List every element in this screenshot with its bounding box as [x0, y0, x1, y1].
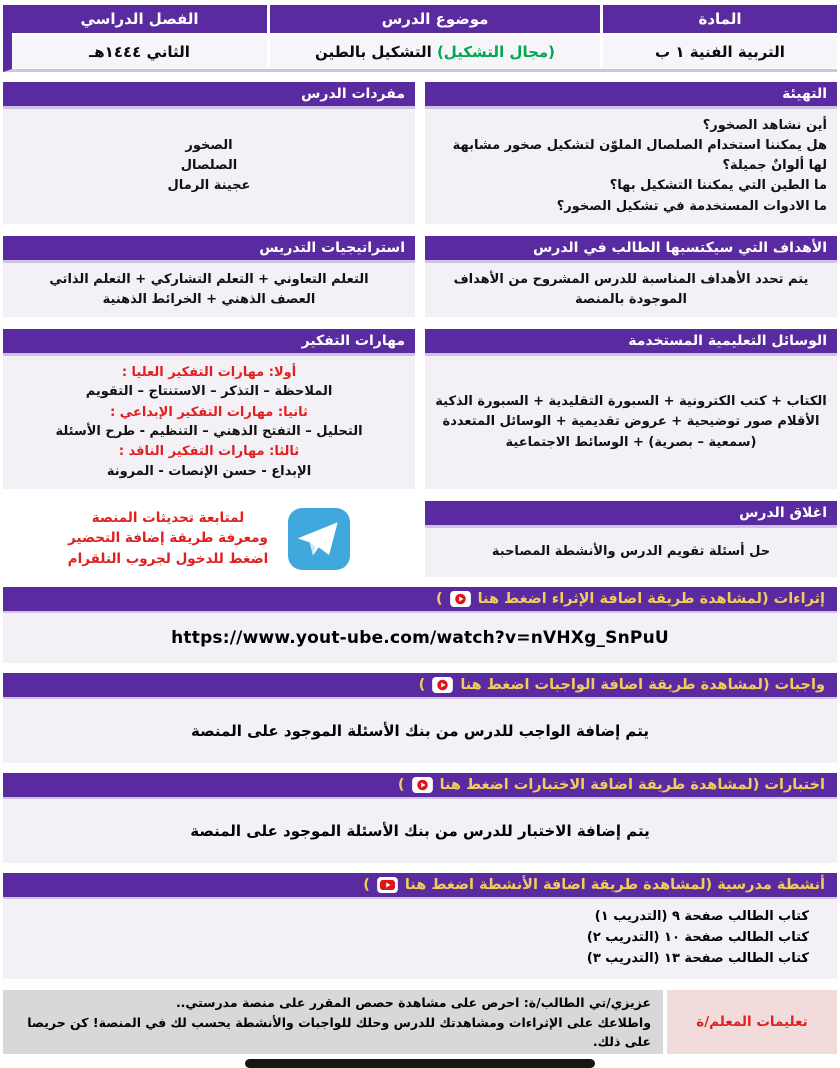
- warmup-question: ما الادوات المستخدمة في تشكيل الصخور؟: [556, 198, 827, 214]
- banner-enrichments-title: إثراءات (لمشاهدة طريقة اضافة الإثراء اضغط هنا: [477, 590, 825, 607]
- section-warmup: [425, 82, 837, 224]
- subject-header: المادة: [603, 5, 837, 33]
- semester-value: الثاني ١٤٤٤هـ: [12, 36, 267, 68]
- banner-homework-body: يتم إضافة الواجب للدرس من بنك الأسئلة الموجود على المنصة: [3, 699, 837, 763]
- section-closing-body: [425, 528, 837, 577]
- strategy-line: التعلم التعاوني + التعلم التشاركي + التعلم الذاتي: [49, 271, 369, 287]
- thinking-skills-line: الإبداع - حسن الإنصات - المرونة: [106, 463, 312, 479]
- youtube-icon: [377, 877, 398, 893]
- section-teaching-aids: [425, 329, 837, 489]
- banner-enrichments-paren: ): [435, 590, 443, 607]
- section-teaching-aids-body: [425, 356, 837, 489]
- thinking-skills-line: الملاحظة – التذكر – الاستنتاج – التقويم: [85, 384, 333, 400]
- semester-header: الفصل الدراسي: [12, 5, 267, 33]
- section-closing: [425, 501, 837, 577]
- banner-homework: [3, 673, 837, 763]
- aids-line: الأقلام صور توضيحية + عروض تقديمية + الوسائل المتعددة: [442, 414, 820, 430]
- banner-activities-header[interactable]: [3, 873, 837, 899]
- telegram-group-block: [3, 501, 415, 577]
- warmup-question: هل يمكننا استخدام الصلصال الملوّن لتشكيل صخور مشابهة لها ألوانٌ جميلة؟: [452, 138, 827, 174]
- sections-grid: [3, 82, 837, 577]
- section-vocabulary-title: مفردات الدرس: [3, 82, 415, 109]
- banner-tests-paren: ): [397, 776, 405, 793]
- telegram-icon: [288, 508, 350, 570]
- banner-tests: [3, 773, 837, 863]
- section-teaching-aids-title: الوسائل التعليمية المستخدمة: [425, 329, 837, 356]
- aids-line: (سمعية – بصرية) + الوسائط الاجتماعية: [505, 434, 757, 450]
- bottom-bar-artifact: [245, 1059, 595, 1068]
- telegram-group-link[interactable]: [3, 501, 415, 577]
- banner-enrichments-header[interactable]: [3, 587, 837, 613]
- activity-item: كتاب الطالب صفحة ٩ (التدريب ١): [594, 908, 809, 924]
- warmup-question: ما الطين التي يمكننا التشكيل بها؟: [609, 178, 827, 194]
- vocabulary-item: الصلصال: [180, 158, 238, 174]
- closing-text: حل أسئلة تقويم الدرس والأنشطة المصاحبة: [491, 544, 771, 560]
- banner-homework-header[interactable]: [3, 673, 837, 699]
- section-objectives-title: الأهداف التي سيكتسبها الطالب في الدرس: [425, 236, 837, 263]
- section-thinking-skills: [3, 329, 415, 489]
- strategy-line: العصف الذهني + الخرائط الذهنية: [102, 291, 316, 307]
- banner-homework-title: واجبات (لمشاهدة طريقة اضافة الواجبات اضغط هنا: [460, 676, 825, 693]
- banner-tests-body: يتم إضافة الاختبار للدرس من بنك الأسئلة الموجود على المنصة: [3, 799, 837, 863]
- section-strategies-body: [3, 263, 415, 317]
- topic-domain-highlight: (مجال التشكيل): [436, 43, 556, 61]
- teacher-instructions-line: واطلاعك على الإثراءات ومشاهدتك للدرس وحلك للواجبات والأنشطة يحسب لك في المنصة! كن حريصا على ذلك.: [27, 1014, 651, 1050]
- section-thinking-skills-title: مهارات التفكير: [3, 329, 415, 356]
- telegram-text: [68, 508, 269, 571]
- banner-tests-title: اختبارات (لمشاهدة طريقة اضافة الاختبارات اضغط هنا: [439, 776, 825, 793]
- section-warmup-title: التهيئة: [425, 82, 837, 109]
- banner-tests-header[interactable]: [3, 773, 837, 799]
- banner-activities: [3, 873, 837, 979]
- youtube-icon: [412, 777, 433, 793]
- topic-header: موضوع الدرس: [270, 5, 600, 33]
- banner-homework-paren: ): [418, 676, 426, 693]
- topic-value: [270, 36, 600, 68]
- banner-activities-body: [3, 899, 837, 979]
- vocabulary-item: الصخور: [185, 138, 233, 154]
- thinking-category-label: ثالثا: مهارات التفكير الناقد :: [118, 444, 300, 460]
- warmup-question: أين نشاهد الصخور؟: [702, 118, 827, 133]
- telegram-text-line: لمتابعة تحديثات المنصة: [91, 509, 245, 526]
- banner-activities-title: أنشطة مدرسية (لمشاهدة طريقة اضافة الأنشطة اضغط هنا: [404, 876, 825, 893]
- section-warmup-body: [425, 109, 837, 224]
- section-vocabulary: [3, 82, 415, 224]
- section-objectives: [425, 236, 837, 317]
- thinking-skills-line: التحليل – التفتح الذهني – التنظيم - طرح الأسئلة: [55, 424, 363, 440]
- section-thinking-skills-body: [3, 356, 415, 489]
- activity-item: كتاب الطالب صفحة ١٣ (التدريب ٣): [586, 950, 809, 966]
- lesson-header-table: [3, 5, 837, 72]
- banner-activities-paren: ): [363, 876, 370, 893]
- section-vocabulary-body: [3, 109, 415, 224]
- section-strategies: [3, 236, 415, 317]
- youtube-icon: [432, 677, 453, 693]
- thinking-category-label: ثانيا: مهارات التفكير الإبداعي :: [110, 404, 308, 420]
- thinking-category-label: أولا: مهارات التفكير العليا :: [121, 364, 297, 380]
- objectives-text: يتم تحدد الأهداف المناسبة للدرس المشروح من الأهداف الموجودة بالمنصة: [453, 271, 809, 307]
- banner-enrichments-body: [3, 613, 837, 663]
- teacher-instructions-line: عزيزي/تي الطالب/ة: احرص على مشاهدة حصص المقرر على منصة مدرستي..: [175, 995, 651, 1011]
- section-closing-title: اغلاق الدرس: [425, 501, 837, 528]
- section-strategies-title: استراتيجيات التدريس: [3, 236, 415, 263]
- telegram-text-line: ومعرفة طريقة إضافة التحضير: [68, 530, 268, 547]
- activity-item: كتاب الطالب صفحة ١٠ (التدريب ٢): [586, 929, 809, 945]
- topic-rest: التشكيل بالطين: [314, 43, 437, 61]
- enrichment-video-link[interactable]: https://www.yout-ube.com/watch?v=nVHXg_SnPuU: [171, 627, 669, 648]
- teacher-instructions-label: تعليمات المعلم/ة: [667, 990, 837, 1054]
- aids-line: الكتاب + كتب الكترونية + السبورة التقليدية + السبورة الذكية: [435, 394, 827, 410]
- section-objectives-body: [425, 263, 837, 317]
- subject-value: التربية الفنية ١ ب: [603, 36, 837, 68]
- vocabulary-item: عجينة الرمال: [167, 178, 251, 194]
- youtube-icon: [450, 591, 471, 607]
- banner-enrichments: [3, 587, 837, 663]
- telegram-text-line: اضغط للدخول لجروب التلقرام: [67, 551, 269, 568]
